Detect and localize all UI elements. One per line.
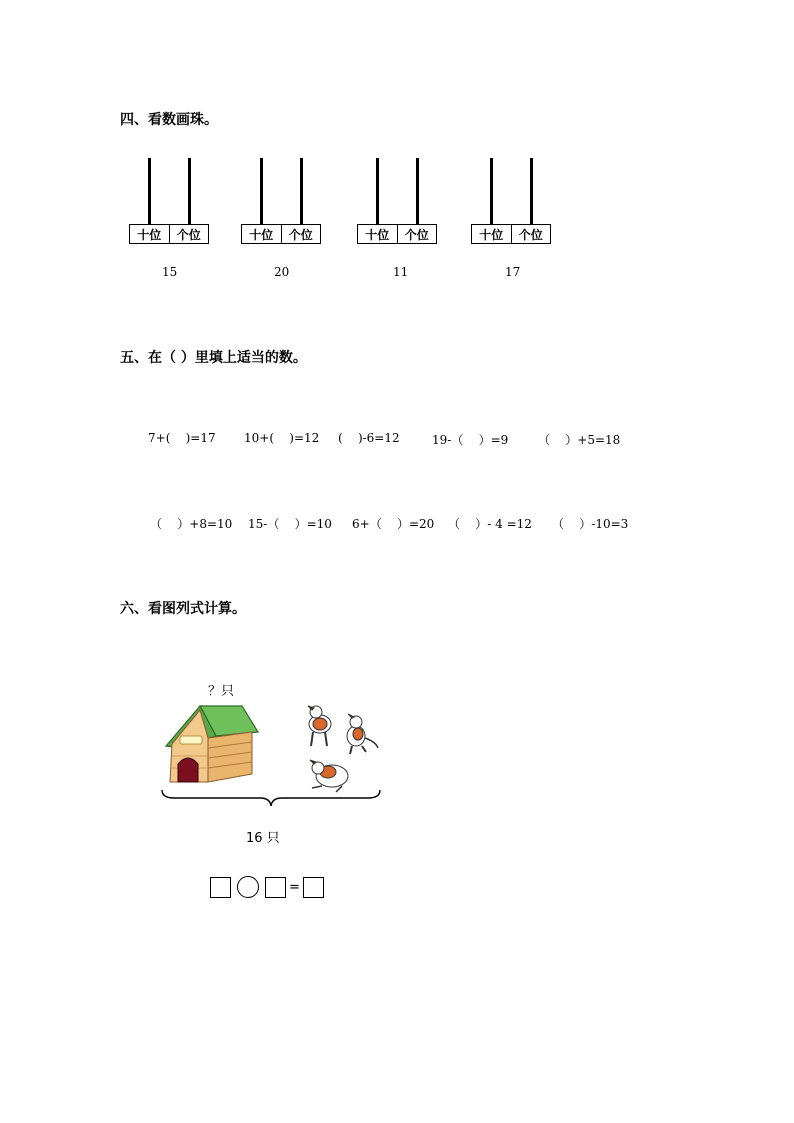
tens-label: 十位 xyxy=(358,225,398,243)
abacus-number-4: 17 xyxy=(505,265,521,279)
ones-label: 个位 xyxy=(404,227,429,242)
answer-box-2[interactable] xyxy=(265,877,286,898)
answer-equation xyxy=(210,876,324,898)
ones-rod xyxy=(530,158,533,224)
tens-rod xyxy=(376,158,379,224)
abacus-3 xyxy=(357,158,437,248)
ones-rod xyxy=(300,158,303,224)
ones-rod xyxy=(188,158,191,224)
dogs-illustration xyxy=(302,702,384,798)
equation: 15-（ ）=10 xyxy=(248,517,332,531)
place-value-labels xyxy=(241,224,321,244)
section6-title: 六、看图列式计算。 xyxy=(120,601,246,617)
abacus-number-1: 15 xyxy=(162,265,178,279)
ones-rod xyxy=(416,158,419,224)
abacus-2 xyxy=(241,158,321,248)
place-value-labels xyxy=(471,224,551,244)
tens-rod xyxy=(260,158,263,224)
equation: 19-（ ）=9 xyxy=(432,433,509,447)
answer-box-1[interactable] xyxy=(210,877,231,898)
tens-label: 十位 xyxy=(130,225,170,243)
equation: （ ）-10=3 xyxy=(552,517,629,531)
ones-label: 个位 xyxy=(518,227,543,242)
abacus-1 xyxy=(129,158,209,248)
equation: ( )-6=12 xyxy=(338,431,400,445)
equation: 10+( )=12 xyxy=(244,431,320,445)
tens-label: 十位 xyxy=(242,225,282,243)
equation: （ ）- 4 =12 xyxy=(448,517,532,531)
ones-label: 个位 xyxy=(176,227,201,242)
abacus-number-3: 11 xyxy=(393,265,409,279)
operator-circle[interactable] xyxy=(237,876,259,898)
tens-label: 十位 xyxy=(472,225,512,243)
ones-label: 个位 xyxy=(288,227,313,242)
question-label: ？只 xyxy=(208,684,235,699)
equation: （ ）+5=18 xyxy=(538,433,621,447)
section5-title: 五、在（ ）里填上适当的数。 xyxy=(120,350,307,366)
doghouse-illustration xyxy=(160,702,260,788)
equation: （ ）+8=10 xyxy=(150,517,233,531)
total-brace xyxy=(160,788,382,808)
total-label: 16 只 xyxy=(246,831,280,846)
place-value-labels xyxy=(357,224,437,244)
section4-title: 四、看数画珠。 xyxy=(120,112,218,128)
equation: 6+（ ）=20 xyxy=(352,517,435,531)
tens-rod xyxy=(148,158,151,224)
place-value-labels xyxy=(129,224,209,244)
abacus-number-2: 20 xyxy=(274,265,290,279)
equals-sign: = xyxy=(289,879,300,895)
equation: 7+( )=17 xyxy=(148,431,216,445)
answer-box-result[interactable] xyxy=(303,877,324,898)
abacus-4 xyxy=(471,158,551,248)
tens-rod xyxy=(490,158,493,224)
